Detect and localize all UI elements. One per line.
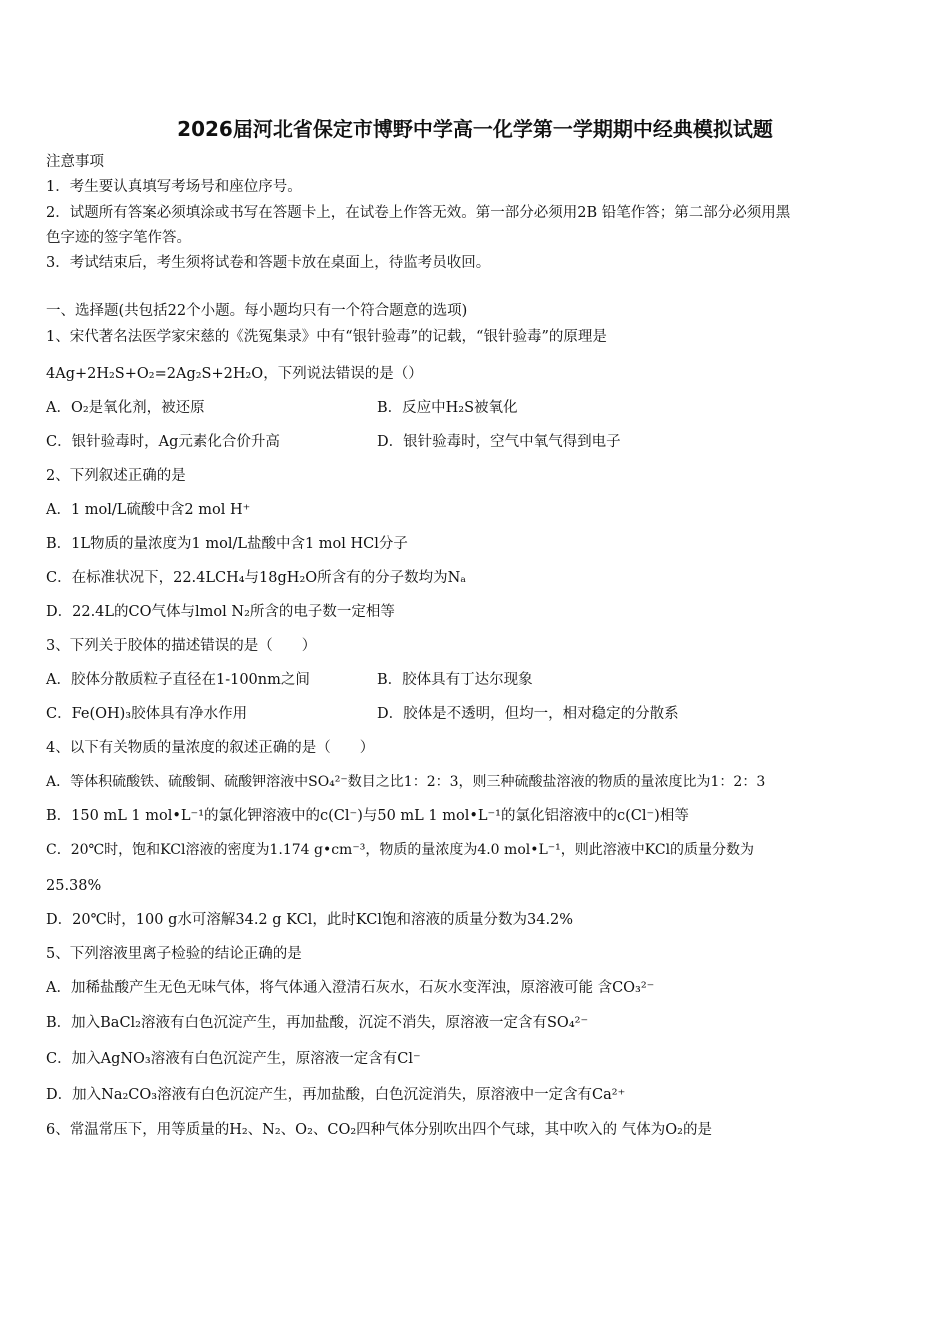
notice-item-1: 1．考生要认真填写考场号和座位序号。 xyxy=(46,179,302,195)
q4-option-b: B．150 mL 1 mol•L⁻¹的氯化钾溶液中的c(Cl⁻)与50 mL 1 mol•L⁻¹的氯化铝溶液中的c(Cl⁻)相等 xyxy=(46,808,689,824)
q4-option-c-line1: C．20℃时，饱和KCl溶液的密度为1.174 g•cm⁻³，物质的量浓度为4.0 mol•L⁻¹，则此溶液中KCl的质量分数为 xyxy=(46,842,755,858)
q2-option-b: B．1L物质的量浓度为1 mol/L盐酸中含1 mol HCl分子 xyxy=(46,536,408,552)
q2-option-a: A．1 mol/L硫酸中含2 mol H⁺ xyxy=(46,502,251,518)
q1-option-a: A．O₂是氧化剂，被还原 xyxy=(46,400,205,416)
q1-option-c: C．银针验毒时，Ag元素化合价升高 xyxy=(46,434,280,450)
page-title: 2026届河北省保定市博野中学高一化学第一学期期中经典模拟试题 xyxy=(177,117,773,141)
q5-option-d: D．加入Na₂CO₃溶液有白色沉淀产生，再加盐酸，白色沉淀消失，原溶液中一定含有Ca²⁺ xyxy=(46,1087,626,1103)
q4-stem: 4、以下有关物质的量浓度的叙述正确的是（ ） xyxy=(46,740,375,756)
q4-option-a: A．等体积硫酸铁、硫酸铜、硫酸钾溶液中SO₄²⁻数目之比1：2：3，则三种硫酸盐溶液的物质的量浓度比为1：2：3 xyxy=(46,774,766,790)
notice-item-2a: 2．试题所有答案必须填涂或书写在答题卡上，在试卷上作答无效。第一部分必须用2B 铅笔作答；第二部分必须用黑 xyxy=(46,205,791,221)
notice-heading: 注意事项 xyxy=(46,154,104,170)
q3-option-b: B．胶体具有丁达尔现象 xyxy=(377,672,533,688)
q4-option-c-line2: 25.38% xyxy=(46,878,102,894)
q3-option-d: D．胶体是不透明，但均一，相对稳定的分散系 xyxy=(377,706,679,722)
q2-option-c: C．在标准状况下，22.4LCH₄与18gH₂O所含有的分子数均为Nₐ xyxy=(46,570,466,586)
q3-stem: 3、下列关于胶体的描述错误的是（ ） xyxy=(46,638,317,654)
q4-option-d: D．20℃时，100 g水可溶解34.2 g KCl，此时KCl饱和溶液的质量分数为34.2% xyxy=(46,912,574,928)
q1-stem-line2: 4Ag+2H₂S+O₂=2Ag₂S+2H₂O，下列说法错误的是（） xyxy=(46,366,423,382)
q1-option-d: D．银针验毒时，空气中氧气得到电子 xyxy=(377,434,621,450)
q3-option-c: C．Fe(OH)₃胶体具有净水作用 xyxy=(46,706,248,722)
q5-option-c: C．加入AgNO₃溶液有白色沉淀产生，原溶液一定含有Cl⁻ xyxy=(46,1051,421,1067)
q2-stem: 2、下列叙述正确的是 xyxy=(46,468,186,484)
q5-option-b: B．加入BaCl₂溶液有白色沉淀产生，再加盐酸，沉淀不消失，原溶液一定含有SO₄²⁻ xyxy=(46,1015,589,1031)
section-heading: 一、选择题(共包括22个小题。每小题均只有一个符合题意的选项) xyxy=(46,303,468,319)
q3-option-a: A．胶体分散质粒子直径在1-100nm之间 xyxy=(46,672,310,688)
q6-stem: 6、常温常压下，用等质量的H₂、N₂、O₂、CO₂四种气体分别吹出四个气球，其中吹入的 气体为O₂的是 xyxy=(46,1122,712,1138)
notice-item-3: 3．考试结束后，考生须将试卷和答题卡放在桌面上，待监考员收回。 xyxy=(46,255,491,271)
q5-stem: 5、下列溶液里离子检验的结论正确的是 xyxy=(46,946,302,962)
q5-option-a: A．加稀盐酸产生无色无味气体，将气体通入澄清石灰水，石灰水变浑浊，原溶液可能 含CO₃²⁻ xyxy=(46,980,655,996)
q2-option-d: D．22.4L的CO气体与lmol N₂所含的电子数一定相等 xyxy=(46,604,395,620)
q1-option-b: B．反应中H₂S被氧化 xyxy=(377,400,518,416)
q1-stem-line1: 1、宋代著名法医学家宋慈的《洗冤集录》中有“银针验毒”的记载，“银针验毒”的原理是 xyxy=(46,329,607,345)
notice-item-2b: 色字迹的签字笔作答。 xyxy=(46,230,191,246)
